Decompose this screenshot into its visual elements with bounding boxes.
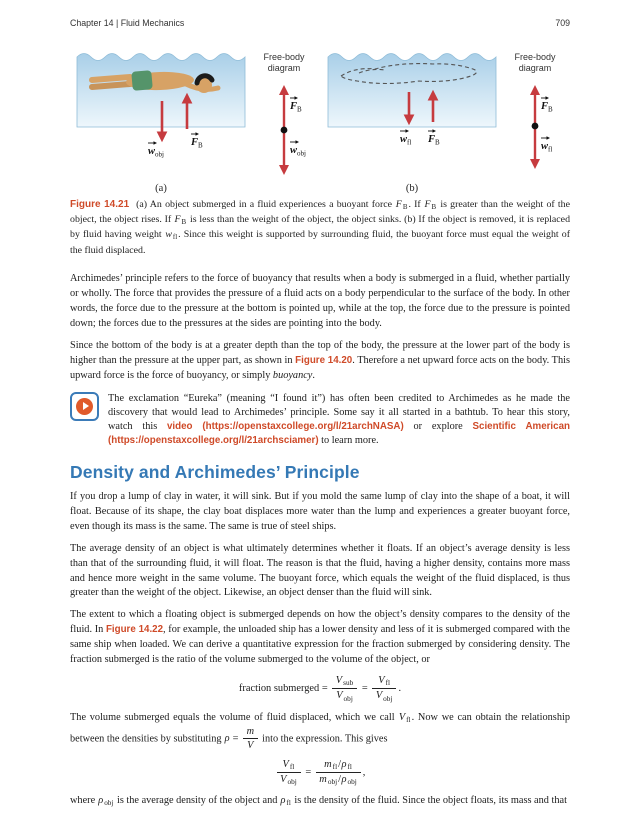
body-paragraph-4 — [70, 542, 570, 602]
media-note — [70, 392, 570, 448]
svg-text:wobj: $w_{obj}$ — [148, 146, 164, 159]
figure-reference[interactable]: Figure 14.22 — [105, 624, 164, 636]
text-segment: fl — [289, 762, 295, 771]
text-segment: F — [395, 199, 402, 210]
text-segment: / — [338, 758, 341, 770]
fraction — [316, 759, 361, 787]
svg-text:FB: $F_B$ — [428, 134, 440, 147]
text-segment: where — [70, 795, 98, 807]
buoyant-force-label-a — [190, 134, 203, 150]
text-segment: = — [359, 683, 371, 695]
equation-fraction-submerged — [70, 675, 570, 703]
fraction — [372, 675, 396, 703]
text-segment: . If — [408, 199, 424, 210]
svg-text:Free-body: Free-body — [514, 52, 556, 62]
text-segment: fl — [406, 715, 411, 724]
text-segment: If you drop a lump of clay in water, it will sink. But if you mold the same lump of clay into the shape of a boat, it will float. Because of its shape, the clay boat displaces more water than the lump and experiences a greater buoyant force, even though its mass is the same. The same is true of steel ships. — [70, 490, 570, 532]
body-paragraph-6 — [70, 711, 570, 752]
text-segment: fl — [172, 234, 178, 242]
free-body-diagram-b — [514, 52, 556, 166]
video-play-icon[interactable] — [70, 392, 99, 421]
figure-caption-label: Figure 14.21 — [70, 199, 130, 210]
text-segment: B — [181, 219, 187, 227]
body-paragraph-2 — [70, 339, 570, 384]
figure-14-21 — [74, 46, 570, 196]
text-segment: is the average density of the object and — [114, 795, 280, 807]
text-segment: V — [375, 690, 383, 702]
text-segment: The average density of an object is what ultimately determines whether it floats. If an object’s average density is less than that of the surrounding fluid, it will float. The reason is that the fluid, having a higher density, contains more mass and hence more weight in the same volume. The buoyant force, which equals the weight of the fluid displaced, is thus greater than the weight of the object. Likewise, an object denser than the fluid will sink. — [70, 542, 570, 599]
text-segment: . Since this weight is supported by surrounding fluid, the buoyant force must equal the weight of the fluid displaced. — [70, 229, 570, 256]
panel-a-label: (a) — [155, 183, 167, 194]
svg-text:FB: $F_B$ — [191, 137, 203, 150]
scientific-american-link[interactable]: Scientific American (https://openstaxcollege.org/l/21archsciamer) — [108, 420, 570, 446]
svg-text:diagram: diagram — [518, 63, 552, 73]
text-segment: m — [246, 725, 255, 737]
body-paragraph-5 — [70, 608, 570, 668]
svg-text:FB: $F_B$ — [541, 101, 553, 114]
text-segment: (a) An object submerged in a fluid experiences a buoyant force — [136, 199, 396, 210]
text-segment: obj — [347, 778, 357, 787]
text-segment: obj — [104, 799, 114, 808]
body-paragraph-1 — [70, 272, 570, 332]
text-segment: is greater than the weight of the object, the object rises. If — [70, 199, 570, 226]
panel-b-label: (b) — [405, 183, 419, 194]
text-segment: obj — [383, 694, 393, 703]
text-segment: . — [312, 369, 315, 381]
text-segment: F — [174, 214, 181, 226]
text-segment: . — [398, 683, 402, 695]
fraction — [332, 675, 357, 703]
text-segment: fl — [332, 762, 338, 771]
water-b — [328, 54, 496, 128]
body-paragraph-7 — [70, 794, 570, 809]
chapter-title: Chapter 14 | Fluid Mechanics — [70, 18, 185, 28]
text-segment: w — [165, 229, 172, 241]
text-segment: obj — [343, 694, 353, 703]
text-segment: fraction submerged = — [238, 683, 331, 695]
text-segment: fl — [347, 762, 352, 771]
text-segment: / — [338, 773, 341, 785]
text-segment: m — [319, 773, 327, 785]
section-heading: Density and Archimedes’ Principle — [70, 461, 360, 482]
page-header — [70, 18, 570, 28]
text-segment: Since the bottom of the body is at a greater depth than the top of the body, the pressure at the lower part of the body is higher than the pressure at the upper part, as shown in — [70, 339, 570, 366]
text-segment: . Now we can obtain the relationship between the densities by substituting — [70, 711, 570, 744]
svg-text:Free-body: Free-body — [263, 52, 305, 62]
text-segment: B — [402, 204, 408, 212]
text-segment: ρ — [341, 773, 347, 785]
text-segment: The exclamation “Eureka” (meaning “I found it”) has often been credited to Archimedes as he made the discovery that would lead to Archimedes’ principle. Some say it all started in a bathtub. To hear this story, watch this — [108, 392, 570, 432]
video-link[interactable]: video (https://openstaxcollege.org/l/21archNASA) — [167, 420, 404, 432]
text-segment: V — [336, 690, 343, 702]
svg-text:FB: $F_B$ — [290, 101, 302, 114]
buoyant-force-label-b — [427, 131, 440, 147]
text-segment: . Therefore a net upward force acts on the body. This upward force is the force of buoyancy, or simply — [70, 354, 570, 381]
fraction — [277, 759, 301, 787]
text-segment: m — [324, 758, 332, 770]
text-segment: V — [282, 758, 289, 770]
text-segment: The volume submerged equals the volume of fluid displaced, which we call — [70, 711, 399, 723]
text-segment: , — [362, 766, 366, 778]
figure-reference[interactable]: Figure 14.20 — [295, 354, 353, 366]
text-segment: V — [280, 773, 287, 785]
play-disc — [76, 398, 93, 415]
text-segment: is less than the weight of the object, the object sinks. (b) If the object is removed, it is replaced by fluid having weight — [70, 214, 571, 241]
text-segment: = — [302, 766, 314, 778]
text-segment: Archimedes’ principle refers to the force of buoyancy that results when a body is submerged in a fluid, whether partially or wholly. The force that provides the pressure of a fluid acts on a body perpendicular to the surface of the body. In other words, the force due to the pressure at the bottom is pointed up, while at the top, the force due to the pressure is pointed down; the forces due to the pressures at the sides are pointing into the body. — [70, 273, 570, 329]
text-segment: buoyancy — [272, 369, 313, 381]
text-segment: ρ — [280, 795, 286, 807]
page-number: 709 — [555, 18, 570, 28]
text-segment: into the expression. This gives — [259, 732, 388, 744]
text-segment: ρ — [341, 758, 347, 770]
note-text — [108, 392, 570, 448]
text-segment: ρ — [98, 795, 104, 807]
body-paragraph-3 — [70, 490, 570, 535]
fraction — [243, 726, 257, 752]
center-of-mass-dot — [532, 123, 539, 130]
text-segment: V — [398, 711, 406, 723]
text-segment: = — [230, 732, 242, 744]
play-triangle-icon — [83, 402, 89, 410]
weight-label-a — [148, 143, 164, 159]
text-segment: B — [431, 204, 437, 212]
text-segment: fl — [385, 679, 391, 688]
figure-panel-b — [325, 46, 570, 196]
svg-text:wfl: $w_{fl}$ — [541, 141, 553, 154]
text-segment: F — [424, 199, 431, 210]
figure-panel-a — [74, 46, 319, 196]
equation-density-ratio — [70, 759, 570, 787]
text-segment: obj — [287, 778, 297, 787]
text-segment: ρ — [224, 732, 230, 744]
text-segment: V — [247, 740, 254, 752]
text-segment: sub — [343, 679, 354, 688]
text-segment: The extent to which a floating object is submerged depends on how the object’s density compares to the density of the fluid. In — [70, 609, 570, 636]
text-segment: , for example, the unloaded ship has a lower density and less of it is submerged compared with the same ship when loaded. We can derive a quantitative expression for the fraction submerged by considering density. The fraction submerged is the ratio of the volume submerged to the volume of the object, or — [70, 624, 570, 666]
text-segment: V — [335, 675, 343, 687]
svg-text:wobj: $w_{obj}$ — [290, 145, 306, 158]
text-segment: or explore — [403, 420, 473, 432]
free-body-diagram-a — [263, 52, 306, 172]
text-segment: fl — [286, 799, 291, 808]
text-segment: to learn more. — [318, 434, 379, 446]
figure-caption — [70, 198, 570, 258]
text-segment: is the density of the fluid. Since the object floats, its mass and that — [291, 795, 567, 807]
svg-text:diagram: diagram — [267, 63, 301, 73]
center-of-mass-dot — [281, 127, 288, 134]
svg-text:wfl: $w_{fl}$ — [400, 134, 412, 147]
fluid-weight-label-b — [400, 131, 411, 147]
text-segment: V — [378, 675, 385, 687]
text-segment: obj — [327, 778, 338, 787]
